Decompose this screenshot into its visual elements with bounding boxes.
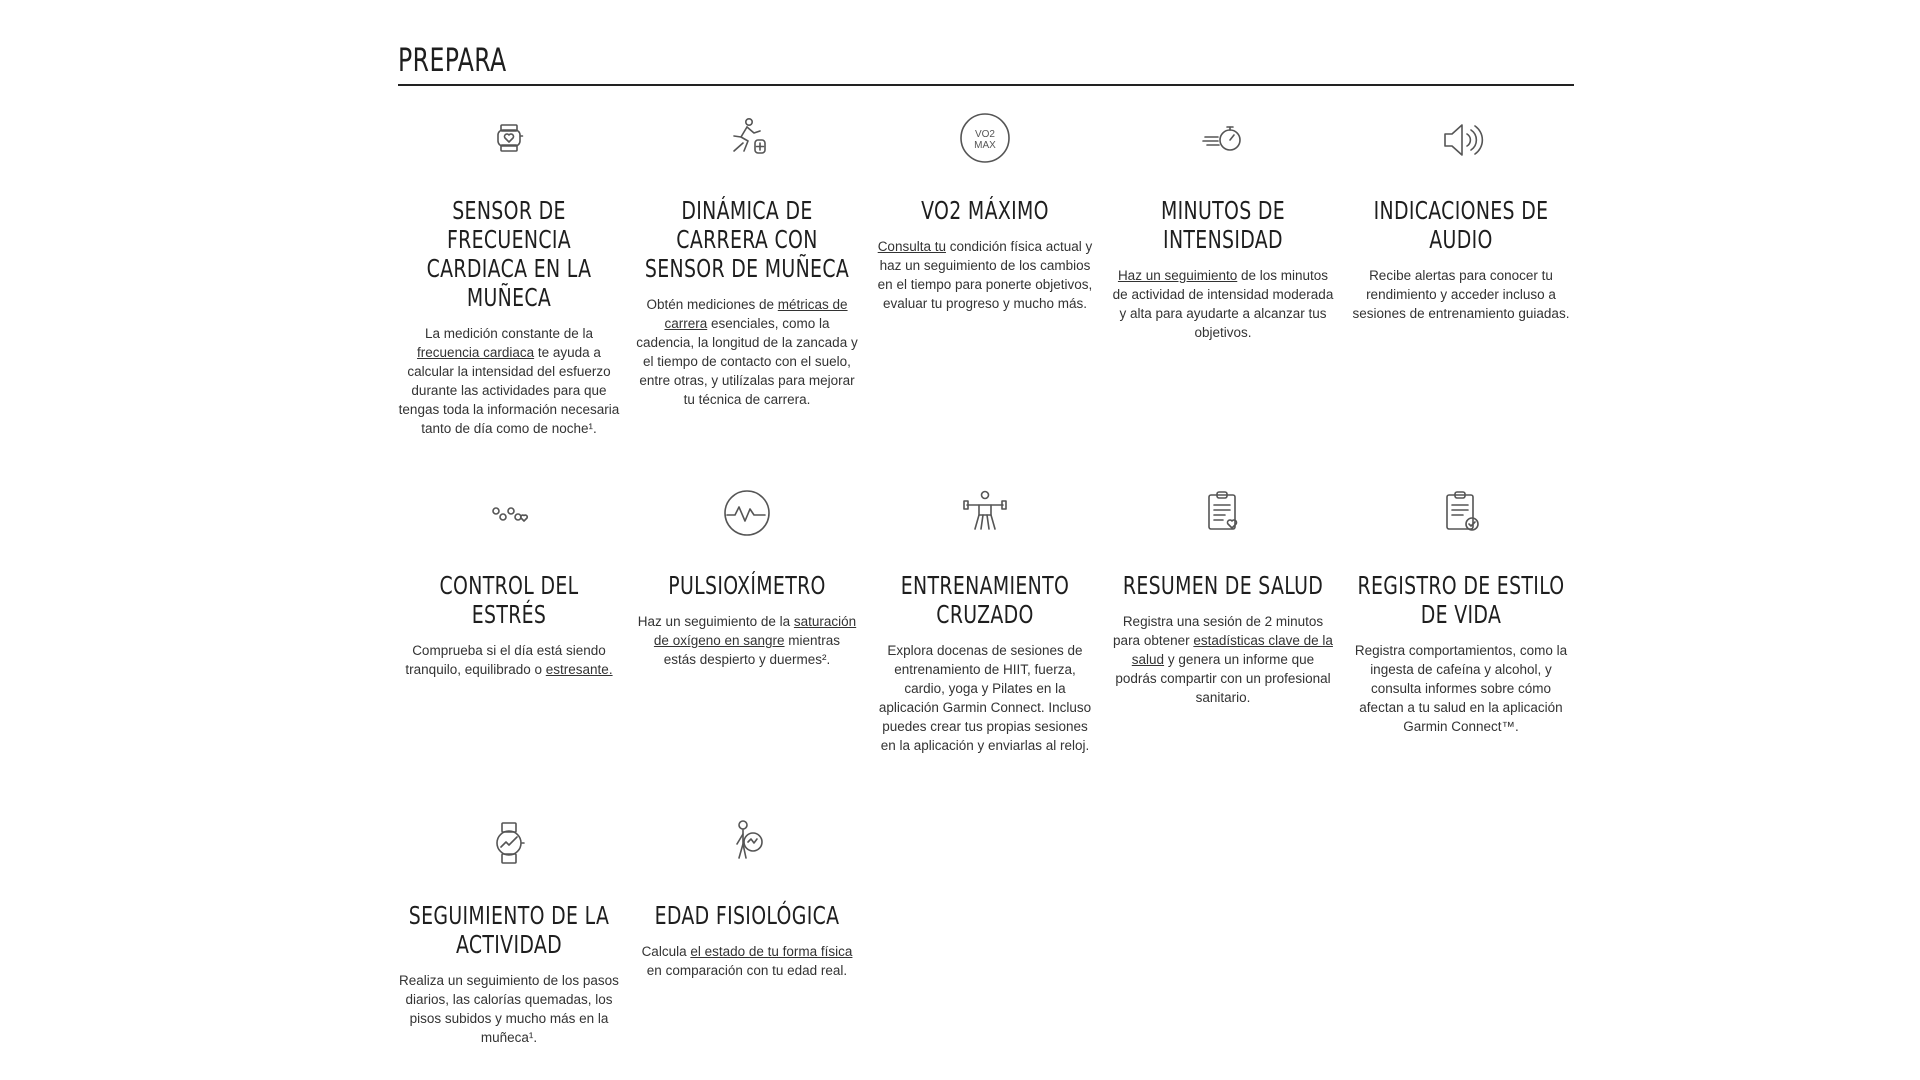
feature-description — [1112, 612, 1334, 707]
feature-title: RESUMEN DE SALUD — [1122, 571, 1324, 600]
feature-item — [874, 108, 1096, 483]
feature-description — [636, 295, 858, 409]
description-text: Haz un seguimiento de la — [637, 614, 794, 629]
feature-link[interactable]: saturación de oxígeno en sangre — [653, 614, 857, 648]
feature-description — [1112, 266, 1334, 342]
feature-title: CONTROL DEL ESTRÉS — [439, 571, 579, 629]
feature-title: SEGUIMIENTO DE LA ACTIVIDAD — [408, 901, 610, 959]
feature-description — [1350, 641, 1572, 736]
description-text: y genera un informe que podrás compartir con un profesional sanitario. — [1115, 652, 1331, 705]
feature-title: REGISTRO DE ESTILO DE VIDA — [1357, 571, 1565, 629]
description-text: Realiza un seguimiento de los pasos diarios, las calorías quemadas, los pisos subidos y mucho más en la muñeca¹. — [399, 973, 619, 1045]
description-text: Comprueba si el día está siendo tranquilo, equilibrado o — [405, 643, 606, 677]
description-text: te ayuda a calcular la intensidad del esfuerzo durante las actividades para que tengas toda la información necesaria tanto de día como de noche¹. — [398, 345, 620, 436]
feature-title: DINÁMICA DE CARRERA CON SENSOR DE MUÑECA — [644, 196, 850, 283]
stress-icon — [479, 483, 539, 543]
feature-item — [1112, 108, 1334, 483]
feature-link[interactable]: métricas de carrera — [664, 297, 848, 331]
stopwatch-speed-icon — [1193, 108, 1253, 168]
feature-title: ENTRENAMIENTO CRUZADO — [900, 571, 1070, 629]
page — [398, 38, 1574, 1073]
section-header — [398, 38, 1574, 86]
runner-watch-icon — [717, 108, 777, 168]
feature-title: SENSOR DE FRECUENCIA CARDIACA EN LA MUÑECA — [426, 196, 592, 312]
speaker-icon — [1431, 108, 1491, 168]
feature-item — [636, 813, 858, 1073]
feature-description — [874, 641, 1096, 755]
description-text: Calcula — [641, 944, 691, 959]
feature-link[interactable]: Consulta tu — [877, 239, 946, 254]
description-text: en comparación con tu edad real. — [646, 963, 848, 978]
feature-description — [398, 641, 620, 679]
svg-text:MAX: MAX — [974, 140, 996, 151]
feature-title: PULSIOXÍMETRO — [668, 571, 826, 600]
feature-item — [398, 813, 620, 1073]
feature-item — [398, 483, 620, 813]
watch-heart-icon — [479, 108, 539, 168]
person-fitness-age-icon — [717, 813, 777, 873]
description-text: La medición constante de la — [424, 326, 594, 341]
feature-link[interactable]: estresante. — [545, 662, 613, 677]
feature-description — [636, 612, 858, 669]
feature-description — [398, 971, 620, 1047]
vo2max-icon — [955, 108, 1015, 168]
svg-text:VO2: VO2 — [974, 129, 996, 140]
feature-item — [1350, 483, 1572, 813]
feature-item — [874, 483, 1096, 813]
feature-link[interactable]: el estado de tu forma física — [690, 944, 853, 959]
description-text: Registra una sesión de 2 minutos para obtener — [1113, 614, 1324, 648]
description-text: Recibe alertas para conocer tu rendimiento y acceder incluso a sesiones de entrenamiento guiadas. — [1352, 268, 1570, 321]
feature-title: INDICACIONES DE AUDIO — [1373, 196, 1549, 254]
clipboard-heart-icon — [1193, 483, 1253, 543]
description-text: Explora docenas de sesiones de entrenamiento de HIIT, fuerza, cardio, yoga y Pilates en la aplicación Garmin Connect. Incluso puedes crear tus propias sesiones en la aplicación y enviarlas al reloj. — [878, 643, 1092, 753]
feature-description — [874, 237, 1096, 313]
section-title: PREPARA — [398, 41, 507, 79]
feature-item — [1112, 483, 1334, 813]
feature-title: EDAD FISIOLÓGICA — [654, 901, 840, 930]
feature-item — [1350, 108, 1572, 483]
feature-item — [636, 108, 858, 483]
description-text: esenciales, como la cadencia, la longitud de la zancada y el tiempo de contacto con el suelo, entre otras, y utilízalas para mejorar tu técnica de carrera. — [636, 316, 858, 407]
feature-description — [636, 942, 858, 980]
feature-item — [398, 108, 620, 483]
features-grid — [398, 86, 1574, 1073]
description-text: mientras estás despierto y duermes². — [663, 633, 841, 667]
clipboard-check-icon — [1431, 483, 1491, 543]
feature-title: MINUTOS DE INTENSIDAD — [1160, 196, 1286, 254]
description-text: Obtén mediciones de — [646, 297, 778, 312]
feature-link[interactable]: estadísticas clave de la salud — [1131, 633, 1333, 667]
description-text: condición física actual y haz un seguimiento de los cambios en el tiempo para ponerte objetivos, evaluar tu progreso y mucho más. — [877, 239, 1093, 311]
feature-title: VO2 MÁXIMO — [921, 196, 1049, 225]
weightlifter-icon — [955, 483, 1015, 543]
feature-link[interactable]: frecuencia cardiaca — [417, 345, 535, 360]
feature-description — [398, 324, 620, 438]
pulse-ox-icon — [717, 483, 777, 543]
feature-item — [636, 483, 858, 813]
watch-activity-icon — [479, 813, 539, 873]
feature-description — [1350, 266, 1572, 323]
description-text: Registra comportamientos, como la ingesta de cafeína y alcohol, y consulta informes sobre cómo afectan a tu salud en la aplicación Garmin Connect™. — [1354, 643, 1568, 734]
description-text: de los minutos de actividad de intensidad moderada y alta para ayudarte a alcanzar tus objetivos. — [1112, 268, 1334, 340]
feature-link[interactable]: Haz un seguimiento — [1117, 268, 1238, 283]
